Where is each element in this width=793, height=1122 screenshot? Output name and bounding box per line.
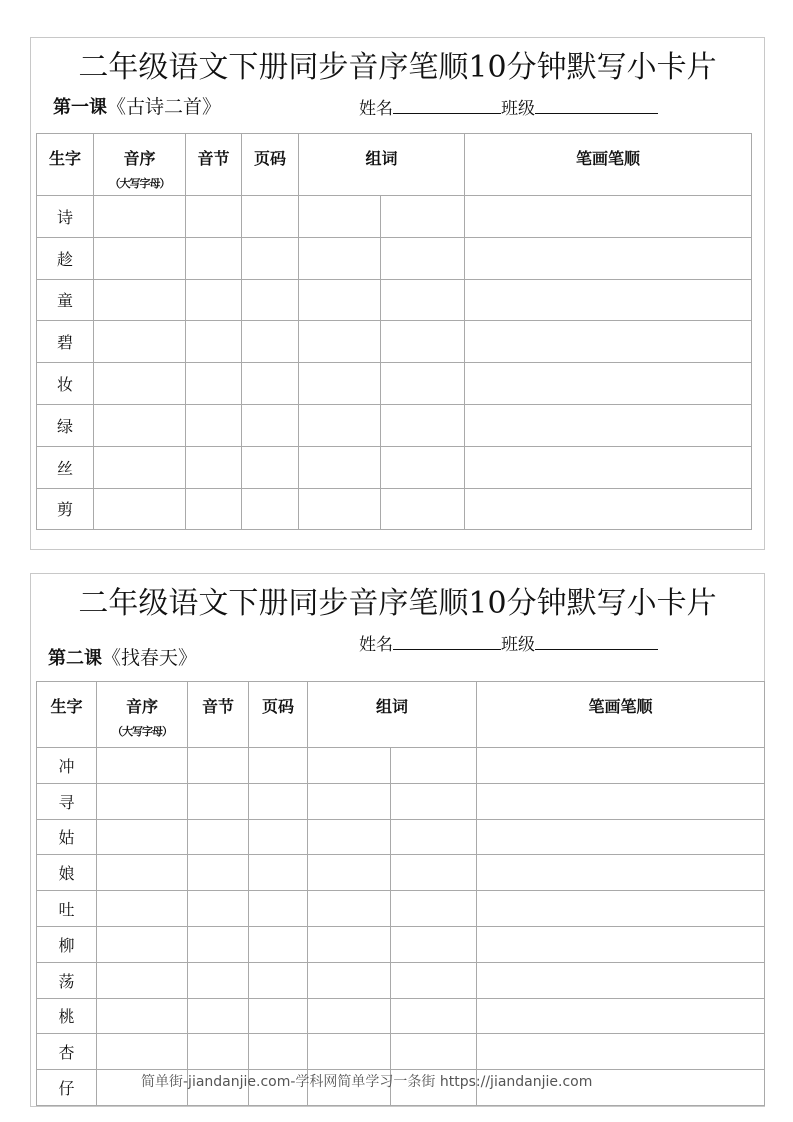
- page-cell[interactable]: [249, 748, 308, 784]
- syllable-cell[interactable]: [186, 279, 242, 321]
- strokes-cell[interactable]: [477, 998, 765, 1034]
- char-cell: 绿: [37, 404, 94, 446]
- order-cell[interactable]: [94, 196, 186, 238]
- strokes-cell[interactable]: [465, 488, 752, 530]
- class-label: 班级: [501, 635, 535, 655]
- table-row: [37, 488, 752, 530]
- order-cell[interactable]: [94, 363, 186, 405]
- header-page: 页码: [249, 682, 308, 748]
- char-cell: 剪: [37, 488, 94, 530]
- word-cell-1[interactable]: [299, 446, 381, 488]
- name-label: 姓名: [359, 635, 393, 655]
- word-cell-1[interactable]: [308, 926, 391, 962]
- name-field[interactable]: [393, 97, 501, 114]
- word-cell-2[interactable]: [391, 891, 477, 927]
- order-cell[interactable]: [97, 962, 188, 998]
- header-syllable: 音节: [188, 682, 249, 748]
- syllable-cell[interactable]: [188, 926, 249, 962]
- order-cell[interactable]: [97, 891, 188, 927]
- syllable-cell[interactable]: [186, 446, 242, 488]
- card-lesson-1: [30, 37, 765, 550]
- lesson-label: 第一课: [53, 97, 107, 118]
- footer-watermark: 简单街-jiandanjie.com-学科网简单学习一条街 https://jiandanjie.com: [141, 1074, 593, 1090]
- page-cell[interactable]: [249, 819, 308, 855]
- word-cell-1[interactable]: [299, 279, 381, 321]
- strokes-cell[interactable]: [465, 363, 752, 405]
- lesson-label: 第二课: [48, 648, 102, 669]
- page-cell[interactable]: [242, 237, 299, 279]
- word-cell-2[interactable]: [391, 748, 477, 784]
- word-cell-2[interactable]: [381, 363, 465, 405]
- word-cell-1[interactable]: [308, 855, 391, 891]
- word-cell-2[interactable]: [391, 998, 477, 1034]
- class-field[interactable]: [535, 97, 658, 114]
- syllable-cell[interactable]: [186, 321, 242, 363]
- strokes-cell[interactable]: [465, 321, 752, 363]
- header-strokes: 笔画笔顺: [477, 682, 765, 748]
- syllable-cell[interactable]: [188, 1034, 249, 1070]
- strokes-cell[interactable]: [477, 926, 765, 962]
- header-syllable: 音节: [186, 134, 242, 196]
- page-cell[interactable]: [242, 321, 299, 363]
- order-cell[interactable]: [94, 237, 186, 279]
- table-row: [37, 962, 765, 998]
- header-strokes: 笔画笔顺: [465, 134, 752, 196]
- order-cell[interactable]: [97, 748, 188, 784]
- strokes-cell[interactable]: [465, 446, 752, 488]
- header-char: 生字: [37, 134, 94, 196]
- syllable-cell[interactable]: [188, 891, 249, 927]
- char-cell: 仔: [37, 1070, 97, 1106]
- word-cell-1[interactable]: [308, 891, 391, 927]
- table-row: [37, 404, 752, 446]
- table-row: [37, 196, 752, 238]
- char-cell: 妆: [37, 363, 94, 405]
- syllable-cell[interactable]: [186, 404, 242, 446]
- char-cell: 娘: [37, 855, 97, 891]
- order-cell[interactable]: [97, 998, 188, 1034]
- card-title: 二年级语文下册同步音序笔顺10分钟默写小卡片: [78, 586, 717, 621]
- char-cell: 杏: [37, 1034, 97, 1070]
- table-row: [37, 891, 765, 927]
- header-order-sub: （大写字母）: [112, 725, 172, 738]
- dictation-table: [36, 133, 752, 530]
- word-cell-1[interactable]: [299, 488, 381, 530]
- char-cell: 趁: [37, 237, 94, 279]
- word-cell-2[interactable]: [381, 446, 465, 488]
- syllable-cell[interactable]: [186, 363, 242, 405]
- strokes-cell[interactable]: [477, 855, 765, 891]
- order-cell[interactable]: [94, 404, 186, 446]
- word-cell-2[interactable]: [391, 819, 477, 855]
- char-cell: 诗: [37, 196, 94, 238]
- page-cell[interactable]: [242, 446, 299, 488]
- word-cell-1[interactable]: [299, 404, 381, 446]
- page-cell[interactable]: [249, 855, 308, 891]
- table-row: [37, 1034, 765, 1070]
- header-order: 音序 （大写字母）: [94, 134, 186, 196]
- order-cell[interactable]: [97, 1034, 188, 1070]
- word-cell-1[interactable]: [299, 237, 381, 279]
- strokes-cell[interactable]: [465, 404, 752, 446]
- word-cell-2[interactable]: [381, 196, 465, 238]
- char-cell: 桃: [37, 998, 97, 1034]
- order-cell[interactable]: [97, 855, 188, 891]
- order-cell[interactable]: [94, 488, 186, 530]
- word-cell-1[interactable]: [308, 783, 391, 819]
- header-page: 页码: [242, 134, 299, 196]
- char-cell: 童: [37, 279, 94, 321]
- strokes-cell[interactable]: [477, 748, 765, 784]
- table-row: [37, 279, 752, 321]
- word-cell-2[interactable]: [381, 488, 465, 530]
- header-order-sub: （大写字母）: [109, 177, 170, 190]
- card-lesson-2: [30, 573, 765, 1107]
- order-cell[interactable]: [97, 783, 188, 819]
- header-row: [37, 134, 752, 196]
- table-row: [37, 926, 765, 962]
- order-cell[interactable]: [94, 279, 186, 321]
- table-row: [37, 998, 765, 1034]
- word-cell-2[interactable]: [391, 962, 477, 998]
- dictation-table: [36, 681, 765, 1106]
- char-cell: 姑: [37, 819, 97, 855]
- page-cell[interactable]: [249, 962, 308, 998]
- header-words: 组词: [299, 134, 465, 196]
- page-cell[interactable]: [249, 783, 308, 819]
- header-row: [37, 682, 765, 748]
- syllable-cell[interactable]: [188, 748, 249, 784]
- word-cell-2[interactable]: [391, 926, 477, 962]
- word-cell-2[interactable]: [391, 1034, 477, 1070]
- table-row: [37, 783, 765, 819]
- syllable-cell[interactable]: [186, 196, 242, 238]
- page-cell[interactable]: [242, 196, 299, 238]
- syllable-cell[interactable]: [186, 237, 242, 279]
- lesson-name: 《找春天》: [102, 647, 198, 669]
- order-cell[interactable]: [97, 819, 188, 855]
- lesson-heading: [48, 643, 197, 670]
- syllable-cell[interactable]: [186, 488, 242, 530]
- class-label: 班级: [501, 99, 535, 119]
- student-fields: [359, 630, 658, 655]
- name-label: 姓名: [359, 99, 393, 119]
- student-fields: [359, 94, 658, 119]
- order-cell[interactable]: [94, 446, 186, 488]
- table-row: [37, 819, 765, 855]
- strokes-cell[interactable]: [465, 279, 752, 321]
- word-cell-1[interactable]: [308, 962, 391, 998]
- table-row: [37, 446, 752, 488]
- card-title: 二年级语文下册同步音序笔顺10分钟默写小卡片: [78, 50, 717, 85]
- page-cell[interactable]: [249, 1034, 308, 1070]
- word-cell-1[interactable]: [299, 363, 381, 405]
- char-cell: 冲: [37, 748, 97, 784]
- word-cell-2[interactable]: [391, 855, 477, 891]
- page-cell[interactable]: [249, 926, 308, 962]
- page-cell[interactable]: [242, 279, 299, 321]
- char-cell: 寻: [37, 783, 97, 819]
- word-cell-2[interactable]: [391, 783, 477, 819]
- char-cell: 吐: [37, 891, 97, 927]
- char-cell: 荡: [37, 962, 97, 998]
- page-cell[interactable]: [242, 404, 299, 446]
- lesson-heading: [53, 92, 221, 119]
- strokes-cell[interactable]: [477, 891, 765, 927]
- syllable-cell[interactable]: [188, 783, 249, 819]
- word-cell-1[interactable]: [308, 998, 391, 1034]
- page-cell[interactable]: [242, 363, 299, 405]
- word-cell-1[interactable]: [299, 196, 381, 238]
- table-row: [37, 321, 752, 363]
- name-field[interactable]: [393, 633, 501, 650]
- syllable-cell[interactable]: [188, 855, 249, 891]
- order-cell[interactable]: [94, 321, 186, 363]
- table-row: [37, 363, 752, 405]
- syllable-cell[interactable]: [188, 962, 249, 998]
- syllable-cell[interactable]: [188, 998, 249, 1034]
- strokes-cell[interactable]: [477, 783, 765, 819]
- header-order: 音序 （大写字母）: [97, 682, 188, 748]
- word-cell-1[interactable]: [308, 748, 391, 784]
- page-cell[interactable]: [242, 488, 299, 530]
- word-cell-1[interactable]: [308, 819, 391, 855]
- word-cell-2[interactable]: [381, 404, 465, 446]
- char-cell: 丝: [37, 446, 94, 488]
- header-char: 生字: [37, 682, 97, 748]
- page-cell[interactable]: [249, 891, 308, 927]
- strokes-cell[interactable]: [465, 196, 752, 238]
- word-cell-1[interactable]: [299, 321, 381, 363]
- strokes-cell[interactable]: [465, 237, 752, 279]
- class-field[interactable]: [535, 633, 658, 650]
- word-cell-2[interactable]: [381, 321, 465, 363]
- lesson-name: 《古诗二首》: [107, 96, 222, 118]
- strokes-cell[interactable]: [477, 962, 765, 998]
- table-row: [37, 855, 765, 891]
- syllable-cell[interactable]: [188, 819, 249, 855]
- order-cell[interactable]: [97, 926, 188, 962]
- word-cell-1[interactable]: [308, 1034, 391, 1070]
- header-words: 组词: [308, 682, 477, 748]
- word-cell-2[interactable]: [381, 279, 465, 321]
- strokes-cell[interactable]: [477, 819, 765, 855]
- table-row: [37, 748, 765, 784]
- page-cell[interactable]: [249, 998, 308, 1034]
- word-cell-2[interactable]: [381, 237, 465, 279]
- strokes-cell[interactable]: [477, 1034, 765, 1070]
- char-cell: 碧: [37, 321, 94, 363]
- table-row: [37, 237, 752, 279]
- char-cell: 柳: [37, 926, 97, 962]
